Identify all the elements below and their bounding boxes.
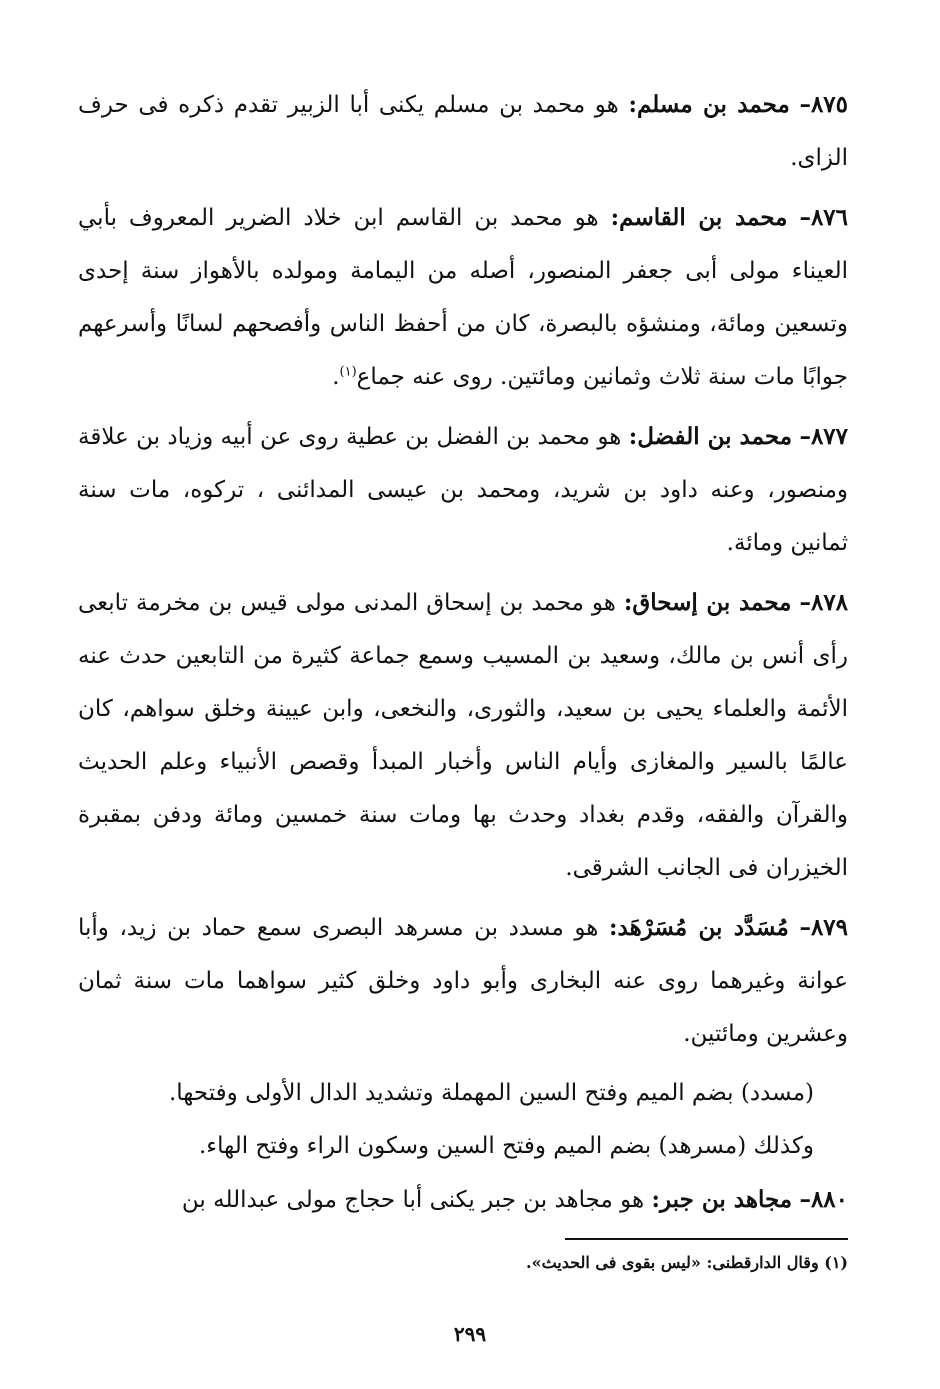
entry-number: ٨٧٧– <box>799 423 849 450</box>
entry-name: محمد بن الفضل: <box>628 423 793 450</box>
entry-number: ٨٧٩– <box>799 914 849 941</box>
entry-875 <box>78 78 848 185</box>
entry-text: هو محمد بن الفضل بن عطية روى عن أبيه وزياد بن علاقة ومنصور، وعنه داود بن شريد، ومحمد بن عيسى المدائنى ، تركوه، مات سنة ثمانين ومائة. <box>78 424 848 556</box>
page-number: ٢٩٩ <box>453 1322 487 1346</box>
page-body <box>78 78 848 1233</box>
entry-876 <box>78 191 848 404</box>
entry-877 <box>78 410 848 570</box>
entry-number: ٨٧٦– <box>799 204 848 231</box>
entry-tail: . <box>332 364 340 390</box>
entry-880 <box>78 1173 848 1227</box>
entry-name: مُسَدَّد بن مُسَرْهَد: <box>609 914 789 941</box>
entry-number: ٨٧٨– <box>799 589 849 616</box>
entry-878 <box>78 576 848 895</box>
footnote-divider <box>565 1238 848 1240</box>
entry-name: محمد بن إسحاق: <box>623 589 792 616</box>
footnote: (١) وقال الدارقطنى: «ليس بقوى فى الحديث». <box>526 1253 848 1272</box>
footnote-ref: (١) <box>339 364 357 380</box>
entry-text: هو مجاهد بن جبر يكنى أبا حجاج مولى عبدالله بن <box>181 1187 645 1213</box>
entry-text: هو محمد بن مسلم يكنى أبا الزبير تقدم ذكره فى حرف الزاى. <box>78 92 848 171</box>
entry-text: هو محمد بن إسحاق المدنى مولى قيس بن مخرمة تابعى رأى أنس بن مالك، وسعيد بن المسيب وسمع جماعة كثيرة من التابعين حدث عنه الأئمة والعلماء يحيى بن سعيد، والثورى، والنخعى، وابن عيينة وخلق سواهم، كان عالمًا بالسير والمغازى وأيام الناس وأخبار المبدأ وقصص الأنبياء وعلم الحديث والقرآن والفقه، وقدم بغداد وحدث بها ومات سنة خمسين ومائة ودفن بمقبرة الخيزران فى الجانب الشرقى. <box>78 590 848 881</box>
entry-name: مجاهد بن جبر: <box>651 1186 793 1213</box>
entry-number: ٨٧٥– <box>799 91 849 118</box>
note-line: (مسدد) بضم الميم وفتح السين المهملة وتشديد الدال الأولى وفتحها. <box>168 1080 814 1106</box>
entry-text: هو مسدد بن مسرهد البصرى سمع حماد بن زيد، وأبا عوانة وغيرهما روى عنه البخارى وأبو داود وخلق كثير سواهما مات سنة ثمان وعشرين ومائتين. <box>78 915 848 1047</box>
entry-name: محمد بن القاسم: <box>610 204 788 231</box>
entry-879 <box>78 901 848 1061</box>
entry-name: محمد بن مسلم: <box>628 91 790 118</box>
entry-number: ٨٨٠– <box>799 1186 848 1213</box>
entry-text: هو محمد بن القاسم ابن خلاد الضرير المعروف بأبي العيناء مولى أبى جعفر المنصور، أصله من اليمامة ومولده بالأهواز سنة إحدى وتسعين ومائة، ومنشؤه بالبصرة، كان من أحفظ الناس وأفصحهم لسانًا وأسرعهم جوابًا مات سنة ثلاث وثمانين ومائتين. روى عنه جماع <box>78 205 848 390</box>
note-line: وكذلك (مسرهد) بضم الميم وفتح السين وسكون الراء وفتح الهاء. <box>198 1133 814 1159</box>
